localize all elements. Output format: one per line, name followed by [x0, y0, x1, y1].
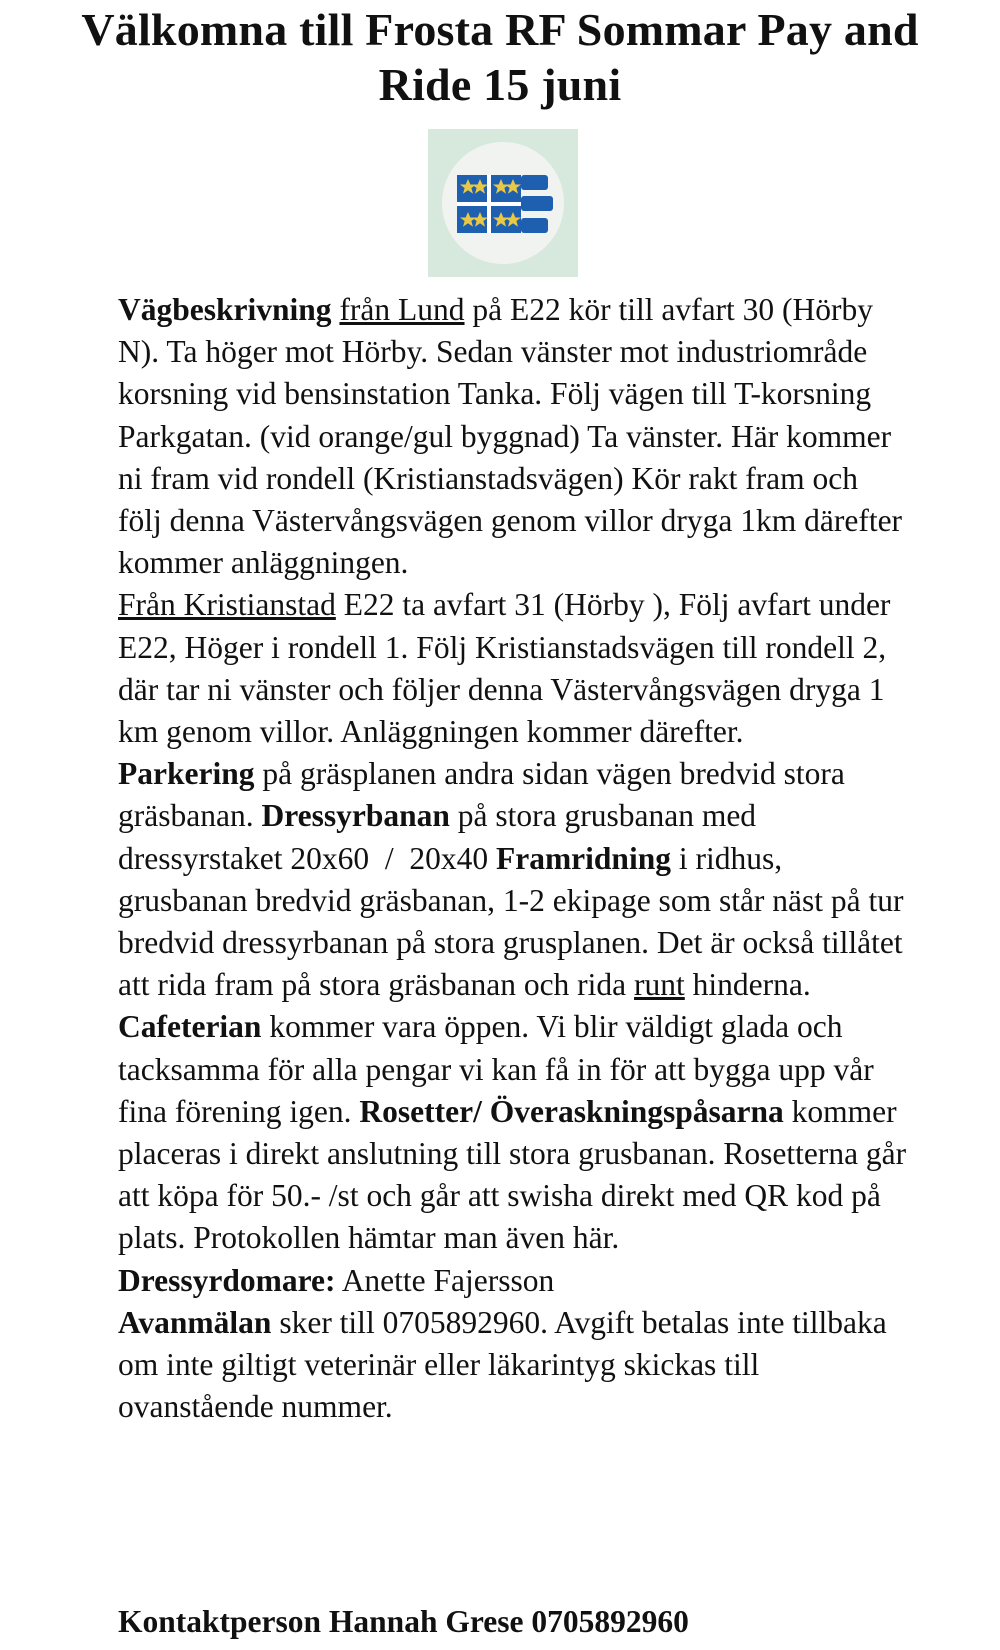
judge-label: Dressyrdomare:: [118, 1262, 336, 1298]
rosettes-label: Rosetter/ Överaskningspåsarna: [359, 1093, 784, 1129]
from-lund-text: på E22 kör till avfart 30 (Hörby N). Ta höger mot Hörby. Sedan vänster mot industriområde korsning vid bensinstation Tanka. Följ vägen till T-korsning Parkgatan. (vid orange/gul byggnad) Ta vänster. Här kommer ni fram vid rondell (Kristianstadsvägen) Kör rakt fram och följ denna Västervångsvägen genom villor dryga 1km därefter kommer anläggningen.: [118, 292, 903, 581]
from-lund-link[interactable]: från Lund: [339, 292, 465, 327]
from-kristianstad-text: E22 ta avfart 31 (Hörby ), Följ avfart under E22, Höger i rondell 1. Följ Kristianstadsvägen till rondell 2, där tar ni vänster och följer denna Västervångsvägen dryga 1 km genom villor. Anläggningen kommer därefter.: [118, 587, 891, 750]
cancellation-paragraph: [118, 1302, 908, 1429]
warmup-label: Framridning: [495, 840, 671, 876]
parking-paragraph: [118, 753, 908, 1006]
parking-label: Parkering: [118, 756, 255, 792]
cancellation-label: Avanmälan: [118, 1304, 272, 1340]
cafe-text: kommer vara öppen. Vi blir väldigt glada och tacksamma för alla pengar vi kan få in för att bygga upp vår fina förening igen.: [118, 1009, 874, 1129]
contact-line: Kontaktperson Hannah Grese 0705892960: [118, 1604, 689, 1639]
judge-paragraph: [118, 1260, 908, 1302]
dressage-text: på stora grusbanan med dressyrstaket 20x60 / 20x40: [118, 798, 764, 876]
rosettes-text: kommer placeras i direkt anslutning till stora grusbanan. Rosetterna går att köpa för 50.- /st och går att swisha direkt med QR kod på plats. Protokollen hämtar man även här.: [118, 1093, 907, 1256]
parking-text: på gräsplanen andra sidan vägen bredvid stora gräsbanan.: [118, 756, 845, 834]
from-kristianstad-link[interactable]: Från Kristianstad: [118, 587, 336, 623]
warmup-end: hinderna.: [692, 967, 811, 1003]
club-logo: [428, 129, 578, 277]
page-title: Välkomna till Frosta RF Sommar Pay and Ride 15 juni: [81, 4, 919, 110]
directions-lund: [118, 289, 908, 584]
directions-kristianstad: [118, 584, 908, 753]
dressage-label: Dressyrbanan: [261, 798, 450, 834]
cancellation-text: sker till 0705892960. Avgift betalas inte tillbaka om inte giltigt veterinär eller läkarintyg skickas till ovanstående nummer.: [118, 1304, 887, 1425]
judge-name: Anette Fajersson: [341, 1262, 555, 1298]
warmup-underlined: runt: [634, 967, 685, 1003]
club-flag-logo-icon: [428, 129, 578, 277]
cafe-paragraph: [118, 1006, 908, 1259]
info-text: [118, 289, 908, 1428]
directions-label: Vägbeskrivning: [118, 292, 332, 327]
warmup-text: i ridhus, grusbanan bredvid gräsbanan, 1-2 ekipage som står näst på tur bredvid dressyrbanan på stora grusplanen. Det är också tillåtet att rida fram på stora gräsbanan och rida: [118, 840, 904, 1003]
cafe-label: Cafeterian: [118, 1009, 262, 1045]
